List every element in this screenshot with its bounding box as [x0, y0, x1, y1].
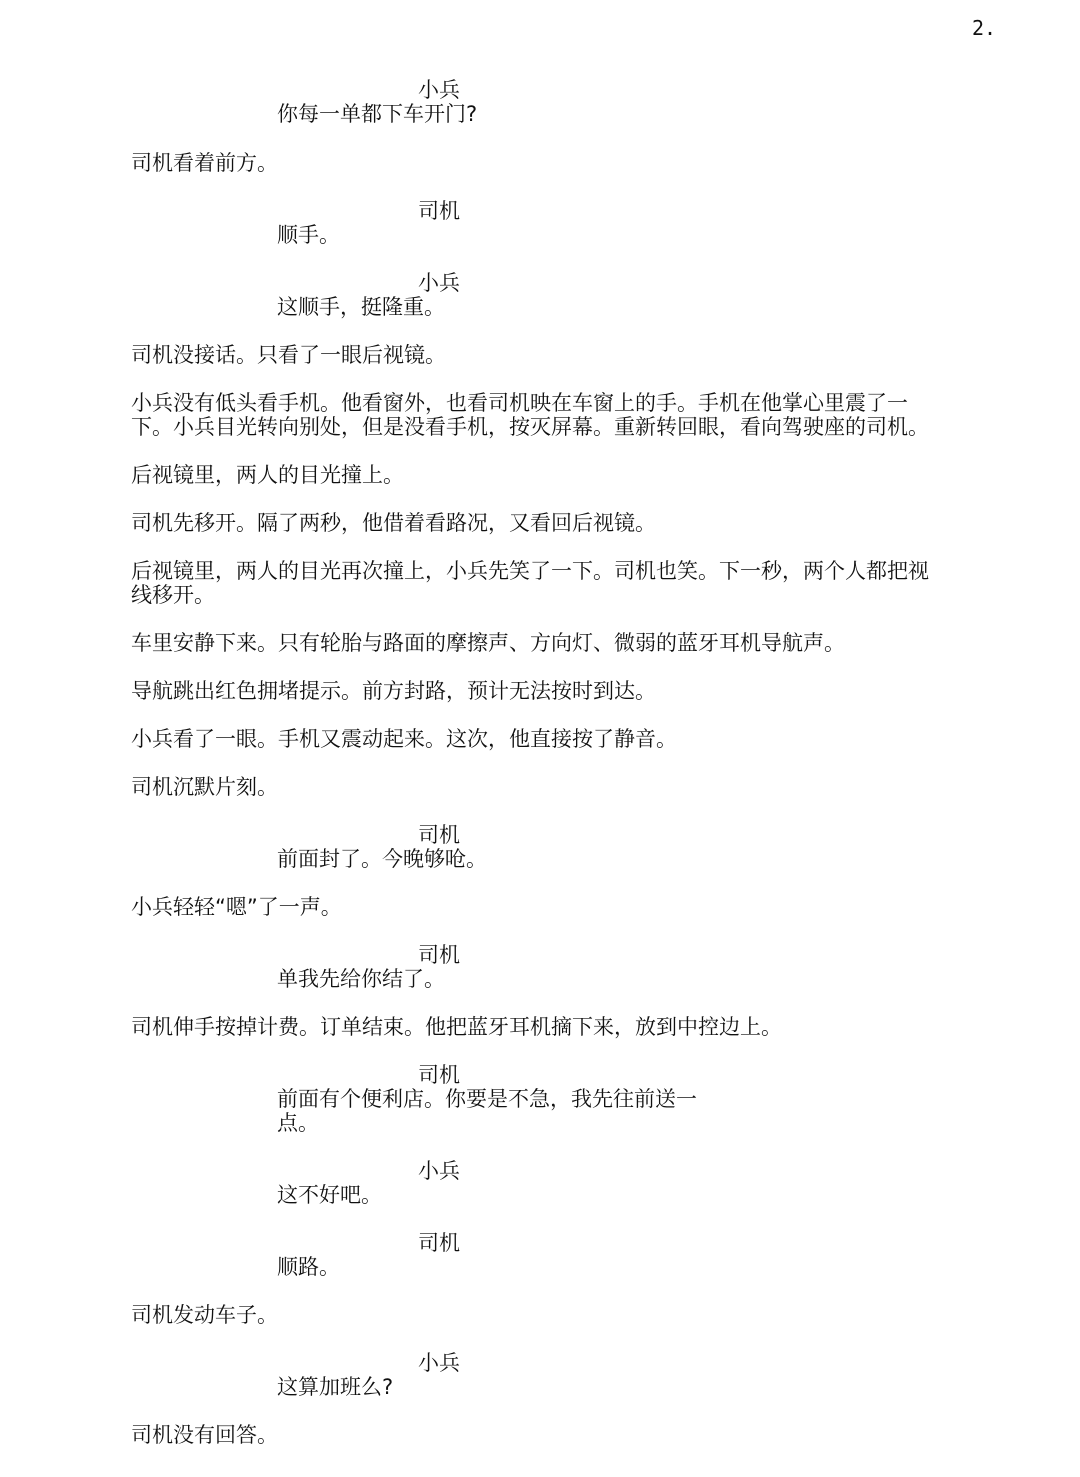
character-name: 小兵	[418, 271, 460, 295]
page-number: 2.	[972, 16, 997, 40]
character-name: 司机	[418, 1231, 460, 1255]
action-line: 司机没有回答。	[131, 1423, 278, 1447]
dialogue-block	[277, 1087, 697, 1135]
character-name: 司机	[418, 1063, 460, 1087]
action-line: 小兵看了一眼。手机又震动起来。这次，他直接按了静音。	[131, 727, 677, 751]
action-line: 导航跳出红色拥堵提示。前方封路，预计无法按时到达。	[131, 679, 656, 703]
action-paragraph	[131, 559, 1001, 607]
dialogue-line: 顺路。	[277, 1255, 340, 1279]
action-line: 司机发动车子。	[131, 1303, 278, 1327]
action-line: 线移开。	[131, 583, 215, 607]
character-name: 小兵	[418, 1351, 460, 1375]
character-name: 司机	[418, 199, 460, 223]
dialogue-line: 点。	[277, 1111, 319, 1135]
character-name: 小兵	[418, 1159, 460, 1183]
dialogue-line: 这顺手，挺隆重。	[277, 295, 445, 319]
action-line: 下。小兵目光转向别处，但是没看手机，按灭屏幕。重新转回眼，看向驾驶座的司机。	[131, 415, 929, 439]
dialogue-line: 这不好吧。	[277, 1183, 382, 1207]
dialogue-line: 顺手。	[277, 223, 340, 247]
dialogue-line: 单我先给你结了。	[277, 967, 445, 991]
action-line: 司机伸手按掉计费。订单结束。他把蓝牙耳机摘下来，放到中控边上。	[131, 1015, 782, 1039]
action-line: 小兵轻轻“嗯”了一声。	[131, 895, 342, 919]
action-line: 司机没接话。只看了一眼后视镜。	[131, 343, 446, 367]
character-name: 小兵	[418, 78, 460, 102]
dialogue-line: 前面封了。今晚够呛。	[277, 847, 487, 871]
action-line: 小兵没有低头看手机。他看窗外，也看司机映在车窗上的手。手机在他掌心里震了一	[131, 391, 908, 415]
action-line: 车里安静下来。只有轮胎与路面的摩擦声、方向灯、微弱的蓝牙耳机导航声。	[131, 631, 845, 655]
action-line: 司机看着前方。	[131, 151, 278, 175]
dialogue-line: 这算加班么?	[277, 1375, 394, 1399]
action-line: 司机沉默片刻。	[131, 775, 278, 799]
dialogue-line: 前面有个便利店。你要是不急，我先往前送一	[277, 1087, 697, 1111]
action-line: 后视镜里，两人的目光再次撞上，小兵先笑了一下。司机也笑。下一秒，两个人都把视	[131, 559, 929, 583]
action-line: 司机先移开。隔了两秒，他借着看路况，又看回后视镜。	[131, 511, 656, 535]
character-name: 司机	[418, 823, 460, 847]
action-line: 后视镜里，两人的目光撞上。	[131, 463, 404, 487]
dialogue-line: 你每一单都下车开门?	[277, 102, 478, 126]
action-paragraph	[131, 391, 1001, 439]
character-name: 司机	[418, 943, 460, 967]
